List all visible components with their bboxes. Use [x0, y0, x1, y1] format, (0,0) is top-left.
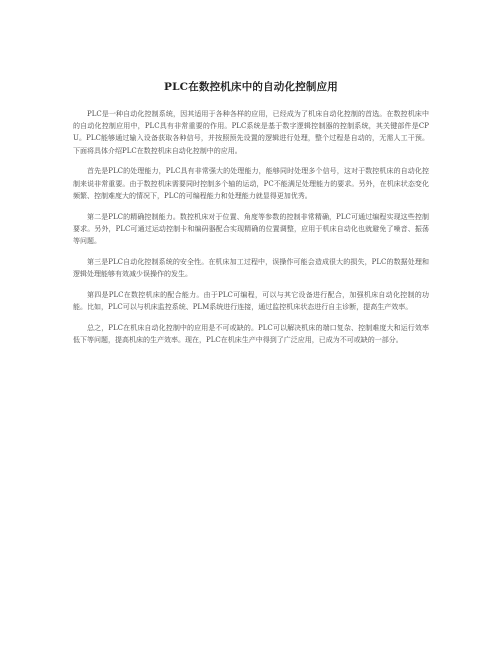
paragraph-conclusion: 总之，PLC在机床自动化控制中的应用是不可或缺的。PLC可以解决机床的端口复杂、控制难度大和运行效率低下等问题，提高机床的生产效率。现在，PLC在机床生产中得到了广泛应用，已成为不可或缺的一部分。 — [73, 323, 429, 345]
paragraph-precision-control: 第二是PLC的精确控制能力。数控机床对于位置、角度等参数的控制非常精确，PLC可通过编程实现这些控制要求。另外，PLC可通过运动控制卡和编码器配合实现精确的位置调整，应用于机床自动化也就避免了噪音、振荡等问题。 — [73, 212, 429, 246]
document-title: PLC在数控机床中的自动化控制应用 — [163, 81, 339, 93]
paragraph-processing-capability: 首先是PLC的处理能力，PLC具有非常强大的处理能力，能够同时处理多个信号，这对于数控机床的自动化控制来说非常重要。由于数控机床需要同时控制多个轴的运动，PC不能满足处理能力的要求。另外，在机床状态变化频繁、控制难度大的情况下，PLC的可编程能力和处理能力就显得更加优秀。 — [73, 167, 429, 200]
paragraph-cooperation: 第四是PLC在数控机床的配合能力。由于PLC可编程，可以与其它设备进行配合，加强机床自动化控制的功能。比如，PLC可以与机床监控系统、PLM系统进行连接，通过监控机床状态进行自主诊断，提高生产效率。 — [73, 290, 429, 312]
document-body — [73, 108, 429, 355]
paragraph-safety: 第三是PLC自动化控制系统的安全性。在机床加工过程中，误操作可能会造成很大的损失，PLC的数据处理和逻辑处理能够有效减少误操作的发生。 — [73, 257, 429, 279]
paragraph-intro: PLC是一种自动化控制系统，因其适用于各种各样的应用，已经成为了机床自动化控制的首选。在数控机床中的自动化控制应用中，PLC具有非常重要的作用。PLC系统是基于数字逻辑控制器的控制系统，其关键部件是CPU。PLC能够通过输入设备获取各种信号，并按照预先设置的逻辑进行处理，整个过程是自动的，无需人工干预。下面将具体介绍PLC在数控机床自动化控制中的应用。 — [73, 110, 429, 155]
